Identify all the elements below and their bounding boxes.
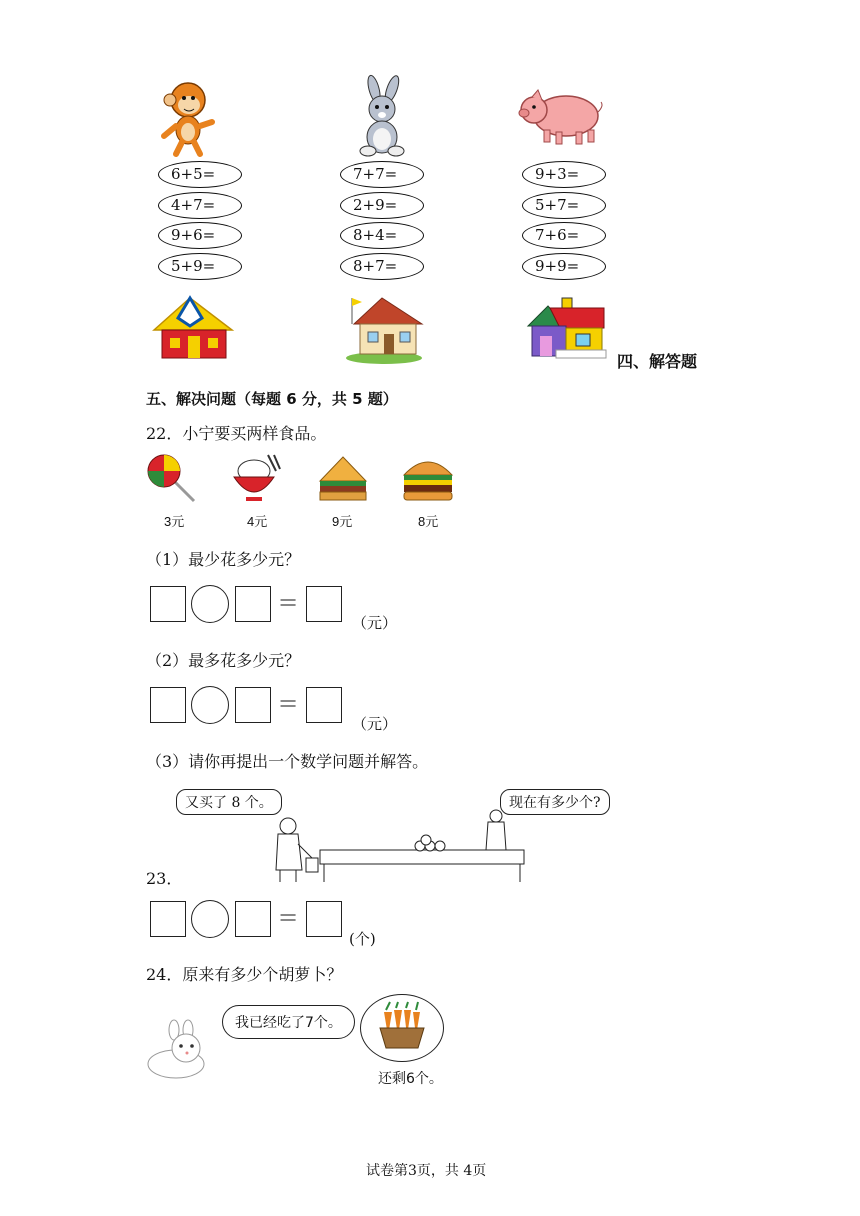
equals-sign: = (278, 689, 299, 717)
sandwich-icon (318, 455, 368, 503)
equation-oval: 7+7= (340, 161, 424, 188)
monkey-icon (158, 78, 218, 158)
house-colorful-icon (526, 296, 608, 362)
answer-box[interactable] (306, 586, 342, 622)
equation-oval: 6+5= (158, 161, 242, 188)
answer-box[interactable] (306, 901, 342, 937)
q23-scene-illustration (266, 810, 528, 884)
operator-circle[interactable] (191, 686, 229, 724)
pig-icon (518, 88, 604, 146)
carrot-basket-icon (378, 1002, 426, 1052)
answer-box[interactable] (235, 687, 271, 723)
operator-circle[interactable] (191, 900, 229, 938)
equation-oval: 9+9= (522, 253, 606, 280)
equation-oval: 4+7= (158, 192, 242, 219)
unit-label: (个) (349, 930, 376, 948)
lollipop-icon (146, 453, 198, 505)
answer-box[interactable] (306, 687, 342, 723)
section-four-title: 四、解答题 (617, 352, 698, 371)
equation-oval: 8+4= (340, 222, 424, 249)
rice-bowl-price: 4元 (247, 514, 268, 529)
q22-sub2: （2）最多花多少元？ (146, 651, 301, 670)
rice-bowl-icon (232, 453, 282, 503)
q22-stem: 22．小宁要买两样食品。 (146, 424, 327, 443)
unit-label: （元） (352, 614, 398, 632)
sandwich-price: 9元 (332, 514, 353, 529)
page-footer: 试卷第3页，共 4页 (366, 1163, 487, 1179)
hamburger-icon (402, 455, 454, 503)
equation-oval: 5+9= (158, 253, 242, 280)
equation-oval: 9+6= (158, 222, 242, 249)
hamburger-price: 8元 (418, 514, 439, 529)
bunny-icon (146, 1022, 216, 1082)
section-five-title: 五、解决问题（每题 6 分，共 5 题） (146, 390, 398, 408)
q22-sub1: （1）最少花多少元？ (146, 550, 301, 569)
equation-oval: 5+7= (522, 192, 606, 219)
equation-oval: 2+9= (340, 192, 424, 219)
house-cottage-icon (344, 294, 426, 364)
lollipop-price: 3元 (164, 514, 185, 529)
q22-sub3: （3）请你再提出一个数学问题并解答。 (146, 752, 429, 771)
answer-box[interactable] (235, 901, 271, 937)
answer-box[interactable] (150, 901, 186, 937)
equation-oval: 9+3= (522, 161, 606, 188)
q23-bubble-right: 现在有多少个? (500, 789, 610, 815)
q23-bubble-left: 又买了 8 个。 (176, 789, 282, 815)
equals-sign: = (278, 903, 299, 931)
rabbit-icon (352, 75, 412, 157)
answer-box[interactable] (235, 586, 271, 622)
q24-bubble: 我已经吃了7个。 (222, 1005, 355, 1039)
equation-oval: 8+7= (340, 253, 424, 280)
unit-label: （元） (352, 715, 398, 733)
equation-oval: 7+6= (522, 222, 606, 249)
q24-remaining: 还剩6个。 (378, 1071, 443, 1087)
equals-sign: = (278, 588, 299, 616)
answer-box[interactable] (150, 586, 186, 622)
q24-stem: 24．原来有多少个胡萝卜？ (146, 965, 343, 984)
house-yellow-icon (150, 296, 236, 362)
answer-box[interactable] (150, 687, 186, 723)
q23-number: 23． (146, 869, 183, 888)
operator-circle[interactable] (191, 585, 229, 623)
